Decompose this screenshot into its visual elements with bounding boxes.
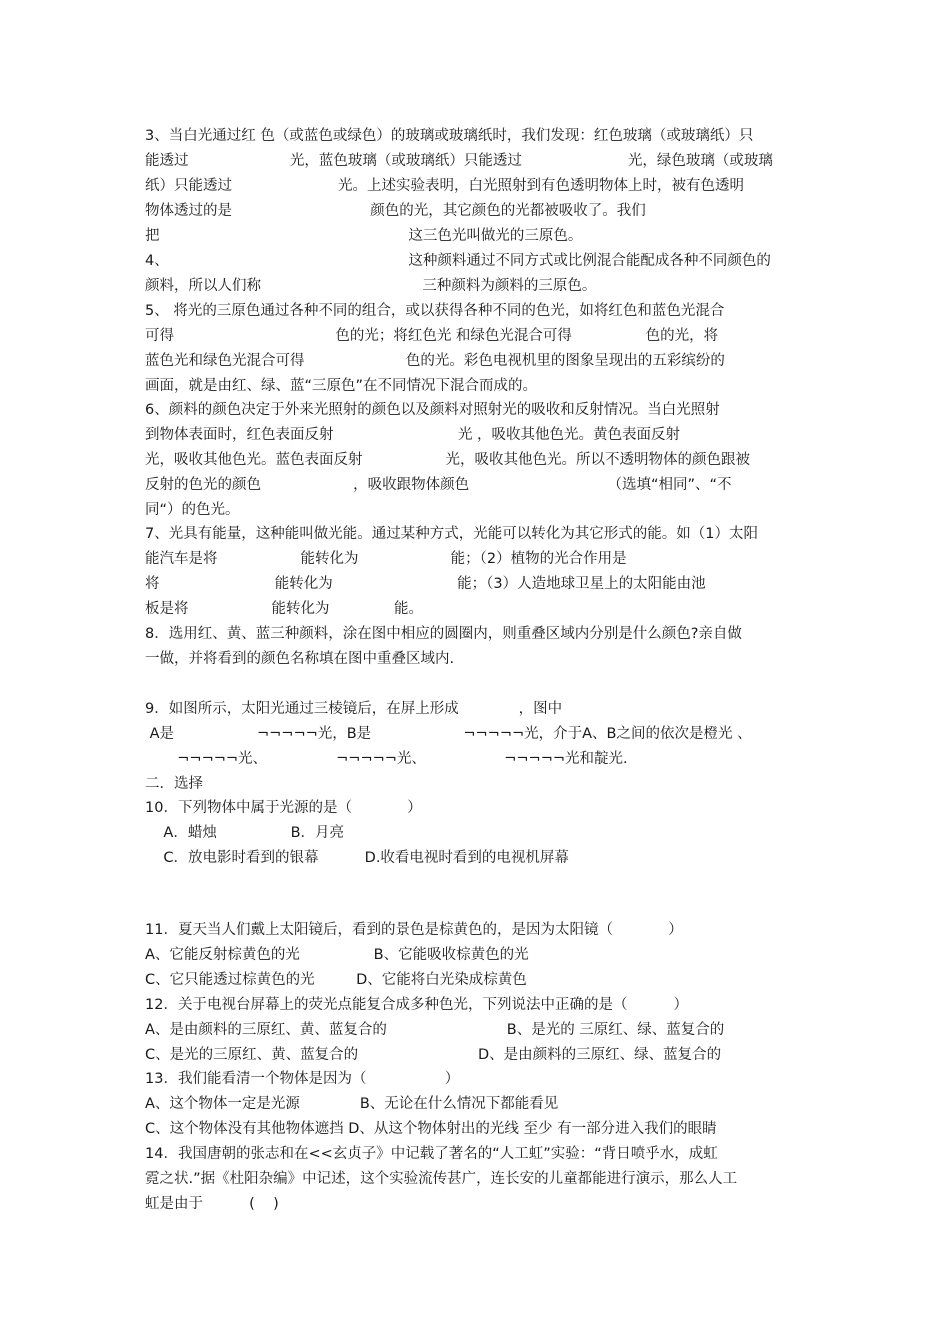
question-13-options-ab: A、这个物体一定是光源 B、无论在什么情况下都能看见 [145,1096,559,1112]
text-line: 7、光具有能量，这种能叫做光能。通过某种方式，光能可以转化为其它形式的能。如（1）太阳 [145,526,758,542]
text-line: 光，吸收其他色光。蓝色表面反射 光，吸收其他色光。所以不透明物体的颜色跟被 [145,452,750,468]
text-line: 将 能转化为 能；（3）人造地球卫星上的太阳能由池 [145,576,706,592]
question-11-options-ab: A、它能反射棕黄色的光 B、它能吸收棕黄色的光 [145,947,529,963]
question-14-line: 14．我国唐朝的张志和在<<玄贞子》中记载了著名的“人工虹”实验：“背日喷乎水，成虹 [145,1146,718,1162]
section-title: 二．选择 [145,776,203,792]
question-14-line: 虹是由于 ( ) [145,1196,279,1212]
text-line: 可得 色的光；将红色光 和绿色光混合可得 色的光，将 [145,328,719,344]
question-11-options-cd: C、它只能透过棕黄色的光 D、它能将白光染成棕黄色 [145,972,527,988]
text-line: 蓝色光和绿色光混合可得 色的光。彩色电视机里的图象呈现出的五彩缤纷的 [145,353,725,369]
question-13-options-cd: C、这个物体没有其他物体遮挡 D、从这个物体射出的光线 至少 有一部分进入我们的眼睛 [145,1121,717,1137]
text-line: 能汽车是将 能转化为 能；（2）植物的光合作用是 [145,551,627,567]
question-12-options-cd: C、是光的三原红、黄、蓝复合的 D、是由颜料的三原红、绿、蓝复合的 [145,1047,722,1063]
question-9-line: A是 ¬¬¬¬¬光，B是 ¬¬¬¬¬光，介于A、B之间的依次是橙光 、 [145,726,752,742]
text-line: 一做，并将看到的颜色名称填在图中重叠区域内. [145,651,455,667]
question-10-options-ab: A．蜡烛 B．月亮 [145,825,345,841]
question-11-stem: 11．夏天当人们戴上太阳镜后，看到的景色是棕黄色的，是因为太阳镜（ ） [145,922,683,938]
question-12-stem: 12．关于电视台屏幕上的荧光点能复合成多种色光，下列说法中正确的是（ ） [145,997,689,1013]
text-line: 能透过 光，蓝色玻璃（或玻璃纸）只能透过 光，绿色玻璃（或玻璃 [145,153,773,169]
question-10-options-cd: C．放电影时看到的银幕 D.收看电视时看到的电视机屏幕 [145,850,569,866]
text-line: 画面，就是由红、绿、蓝“三原色”在不同情况下混合而成的。 [145,378,538,394]
question-9-line: 9．如图所示，太阳光通过三棱镜后，在屏上形成 ，图中 [145,701,563,717]
text-line: 颜料，所以人们称 三种颜料为颜料的三原色。 [145,278,597,294]
text-line: 物体透过的是 颜色的光，其它颜色的光都被吸收了。我们 [145,203,646,219]
text-line: 把 这三色光叫做光的三原色。 [145,228,583,244]
text-line: 反射的色光的颜色 ，吸收跟物体颜色 （选填“相同”、“不 [145,477,732,493]
question-9-line: ¬¬¬¬¬光、 ¬¬¬¬¬光、 ¬¬¬¬¬光和靛光. [145,751,628,767]
text-line: 到物体表面时，红色表面反射 光 ，吸收其他色光。黄色表面反射 [145,427,681,443]
text-line: 6、颜料的颜色决定于外来光照射的颜色以及颜料对照射光的吸收和反射情况。当白光照射 [145,402,720,418]
text-line: 8．选用红、黄、蓝三种颜料，涂在图中相应的圆圈内，则重叠区域内分别是什么颜色?亲自做 [145,626,742,642]
question-14-line: 霓之状.”据《杜阳杂编》中记述，这个实验流传甚广，连长安的儿童都能进行演示，那么人工 [145,1171,738,1187]
text-line: 板是将 能转化为 能。 [145,601,423,617]
text-line: 5、 将光的三原色通过各种不同的组合，或以获得各种不同的色光，如将红色和蓝色光混合 [145,303,725,319]
text-line: 同“）的色光。 [145,502,240,518]
text-line: 3、当白光通过红 色（或蓝色或绿色）的玻璃或玻璃纸时，我们发现：红色玻璃（或玻璃纸）只 [145,128,754,144]
text-line: 4、 这种颜料通过不同方式或比例混合能配成各种不同颜色的 [145,253,771,269]
text-line: 纸）只能透过 光。上述实验表明，白光照射到有色透明物体上时，被有色透明 [145,178,745,194]
question-13-stem: 13．我们能看清一个物体是因为（ ） [145,1071,460,1087]
question-10-stem: 10．下列物体中属于光源的是（ ） [145,800,422,816]
question-12-options-ab: A、是由颜料的三原红、黄、蓝复合的 B、是光的 三原红、绿、蓝复合的 [145,1022,725,1038]
